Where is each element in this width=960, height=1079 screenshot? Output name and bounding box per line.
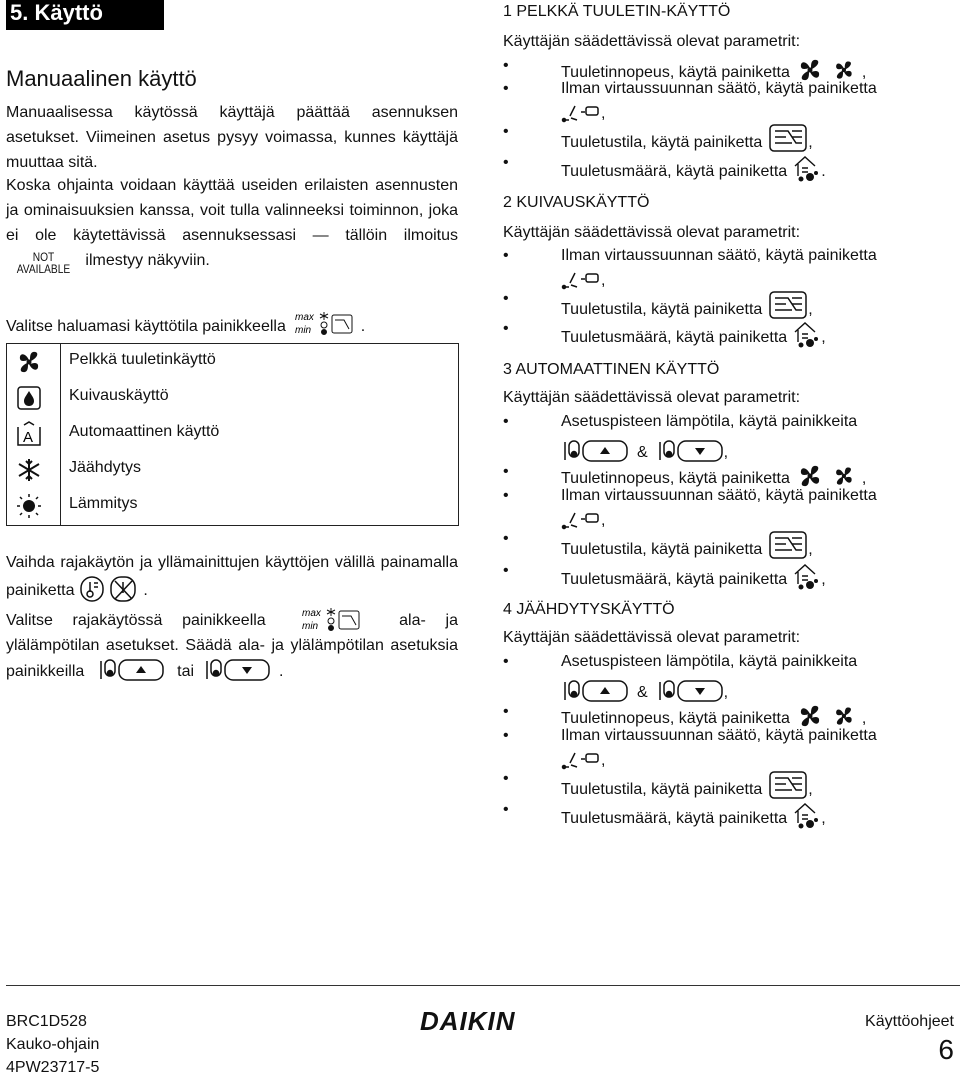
footer-doc-title: Käyttöohjeet [865,1013,954,1030]
svg-text:max: max [302,608,322,619]
mode-label: Pelkkä tuuletinkäyttö [69,351,216,368]
bullet: • [503,727,509,744]
select-mode-text: Valitse haluamasi käyttötila painikkeella [6,318,286,335]
temp-down-button-icon[interactable] [203,658,271,682]
list-item: Tuuletustila, käytä painiketta , [561,530,813,565]
bullet: • [503,80,509,97]
list-item-text: Tuuletusmäärä, käytä painiketta [561,163,788,180]
list-item-continuation: , [561,269,605,296]
ventilation-mode-button-icon[interactable] [768,123,808,158]
list-item [561,80,877,98]
select-mode-line: Valitse haluamasi käyttötila painikkeella max min . [6,309,365,339]
mode-label: Automaattinen käyttö [69,423,220,440]
bullet: • [503,463,509,480]
ventilation-amount-button-icon[interactable] [793,320,821,353]
parameters-intro: Käyttäjän säädettävissä olevat parametrit: [503,33,801,50]
section-heading: 3 AUTOMAATTINEN KÄYTTÖ [503,361,720,378]
parameters-intro: Käyttäjän säädettävissä olevat parametrit: [503,389,801,406]
bullet: • [503,57,509,74]
list-item-text: Ilman virtaussuunnan säätö, käytä painiketta [561,247,877,264]
section-heading: 1 PELKKÄ TUULETIN-KÄYTTÖ [503,3,731,20]
list-item [561,487,877,505]
fan-icon [15,349,43,375]
list-item-text: Asetuspisteen lämpötila, käytä painikkeita [561,413,858,430]
bullet: • [503,653,509,670]
intro-paragraph: Manuaalisessa käytössä käyttäjä päättää asennuksen asetukset. Viimeinen asetus pysyy voimassa, kunnes käyttäjä muuttaa sitä. [6,104,458,171]
ventilation-amount-button-icon[interactable] [793,801,821,834]
bullet: • [503,801,509,818]
list-item-text: Ilman virtaussuunnan säätö, käytä painiketta [561,487,877,504]
limit-paragraph: Vaihda rajakäytön ja yllämainittujen käyttöjen välillä painamalla painiketta . [6,550,458,603]
setpoint-buttons: & , [561,439,728,468]
svg-text:min: min [295,325,312,336]
list-item [561,727,877,745]
not-available-indicator: NOT AVAILABLE [16,250,71,276]
availability-text: Koska ohjainta voidaan käyttää useiden erilaisten asennusten ja ominaisuuksien kanssa, voit tulla valinneeksi toiminnon, joka ei ole käytettävissä asennuksessasi — tällöin ilmoitus [6,177,458,244]
list-item-text: Tuuletusmäärä, käytä painiketta [561,329,788,346]
list-item-text: Tuuletusmäärä, käytä painiketta [561,810,788,827]
thermometer-limit-button-icon[interactable] [79,575,139,603]
parameters-intro: Käyttäjän säädettävissä olevat parametrit: [503,224,801,241]
list-item-continuation: , [561,509,605,536]
list-item-continuation: , [561,749,605,776]
list-item: Tuuletusmäärä, käytä painiketta , [561,320,826,353]
bullet: • [503,320,509,337]
list-item-text: Tuuletustila, käytä painiketta [561,541,763,558]
list-item: Tuuletinnopeus, käytä painiketta , [561,463,866,494]
bullet: • [503,154,509,171]
bullet: • [503,123,509,140]
mode-selector-button-icon[interactable] [301,605,363,633]
list-item-text: Tuuletinnopeus, käytä painiketta [561,710,790,727]
list-item-text: Asetuspisteen lämpötila, käytä painikkeita [561,653,858,670]
mode-table [6,343,459,526]
bullet: • [503,487,509,504]
list-item-text: Ilman virtaussuunnan säätö, käytä painiketta [561,80,877,97]
bullet: • [503,530,509,547]
mode-row-heat [7,488,458,524]
ventilation-amount-button-icon[interactable] [793,562,821,595]
ventilation-mode-button-icon[interactable] [768,530,808,565]
section-heading: 4 JÄÄHDYTYSKÄYTTÖ [503,601,675,618]
footer-divider [6,985,960,986]
drop-icon [15,385,43,411]
bullet: • [503,247,509,264]
section-title: Manuaalinen käyttö [6,66,197,91]
svg-text:A: A [23,429,34,446]
list-item: Tuuletusmäärä, käytä painiketta , [561,801,826,834]
footer-model: BRC1D528 [6,1013,87,1030]
availability-text-end: ilmestyy näkyviin. [85,252,210,269]
limit-settings-paragraph: Valitse rajakäytössä painikkeella max min ala- ja ylälämpötilan asetukset. Säädä ala- ja ylälämpötilan asetuksia painikkeilla tai . [6,605,458,684]
list-item: Tuuletustila, käytä painiketta , [561,770,813,805]
snowflake-icon [15,457,43,483]
availability-paragraph [6,173,458,275]
bullet: • [503,562,509,579]
sun-icon [15,493,43,519]
list-item: Tuuletinnopeus, käytä painiketta , [561,703,866,734]
page-number: 6 [938,1034,954,1065]
mode-label: Kuivauskäyttö [69,387,169,404]
mode-row-auto [7,416,458,452]
list-item-text: Tuuletusmäärä, käytä painiketta [561,571,788,588]
bullet: • [503,703,509,720]
mode-label: Jäähdytys [69,459,142,476]
bullet: • [503,290,509,307]
mode-row-fan [7,344,458,380]
daikin-logo: DAIKIN [420,1006,516,1036]
list-item-text: Tuuletinnopeus, käytä painiketta [561,470,790,487]
svg-text:max: max [295,312,315,323]
auto-icon [15,421,43,447]
bullet: • [503,770,509,787]
mode-selector-button-icon[interactable] [294,309,356,337]
list-item: Tuuletustila, käytä painiketta , [561,123,813,158]
list-item: Tuuletusmäärä, käytä painiketta . [561,154,826,187]
list-item-text: Ilman virtaussuunnan säätö, käytä painiketta [561,727,877,744]
list-item-continuation: , [561,102,605,129]
setpoint-buttons: & , [561,679,728,708]
chapter-heading: 5. Käyttö [6,0,164,30]
list-item-text: Tuuletustila, käytä painiketta [561,781,763,798]
ventilation-amount-button-icon[interactable] [793,154,821,187]
list-item-text: Tuuletinnopeus, käytä painiketta [561,64,790,81]
parameters-intro: Käyttäjän säädettävissä olevat parametrit: [503,629,801,646]
list-item: Tuuletinnopeus, käytä painiketta , [561,57,866,88]
temp-up-button-icon[interactable] [97,658,165,682]
svg-text:min: min [302,621,319,632]
mode-row-dry [7,380,458,416]
footer-product: Kauko-ohjain [6,1036,100,1053]
list-item: Tuuletustila, käytä painiketta , [561,290,813,325]
mode-label: Lämmitys [69,495,138,512]
footer-left [6,1010,99,1079]
list-item-text: Tuuletustila, käytä painiketta [561,134,763,151]
footer-code: 4PW23717-5 [6,1059,100,1076]
ventilation-mode-button-icon[interactable] [768,770,808,805]
bullet: • [503,413,509,430]
list-item: Tuuletusmäärä, käytä painiketta , [561,562,826,595]
list-item-text: Tuuletustila, käytä painiketta [561,301,763,318]
list-item [561,247,877,265]
section-heading: 2 KUIVAUSKÄYTTÖ [503,194,650,211]
mode-row-cool [7,452,458,488]
